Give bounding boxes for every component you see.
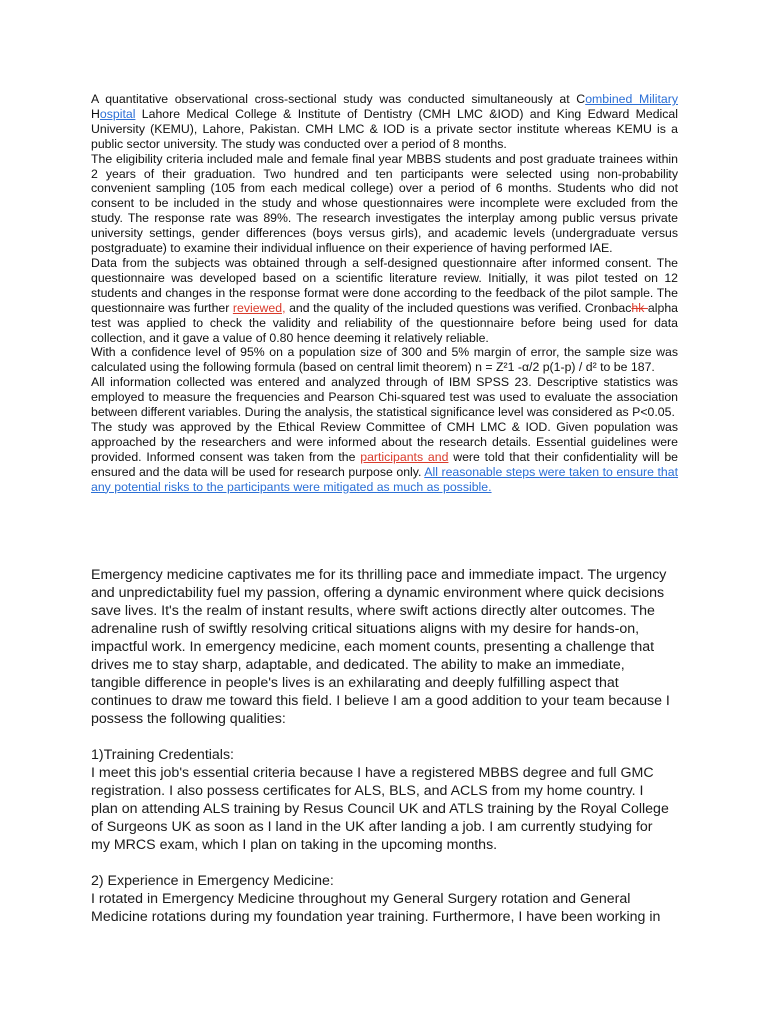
statement-body-1: I meet this job's essential criteria because I have a registered MBBS degree and full GMC registration. I also possess certificates for ALS, BLS, and ACLS from my home country. I plan on attending ALS training by Resus Council UK and ATLS training by the Royal College of Surgeons UK as soon as I land in the UK after landing a job. I am currently studying for my MRCS exam, which I plan on taking in the upcoming months.: [91, 765, 669, 853]
methods-paragraph-1: [91, 92, 678, 152]
personal-statement-section: [91, 566, 671, 926]
statement-heading-1: 1)Training Credentials:: [91, 747, 234, 763]
text-run: alpha test was applied to check the validity and reliability of the questionnaire before being used for data collection, and it gave a value of 0.80 hence deeming it relatively reliable.: [91, 300, 679, 345]
tracked-insertion: ombined M: [585, 92, 650, 106]
text-run: were told that their confidentiality will be ensured and the data will be used for research purpose only.: [91, 449, 678, 479]
tracked-deletion: hk: [631, 300, 648, 315]
text-run: Data from the subjects was obtained through a self-designed questionnaire after informed consent. The questionnaire was developed based on a scientific literature review. Initially, it was pilot tested on 12 students and changes in the response format were done according to the feedback of the pilot sample. The questionnaire was further: [91, 255, 678, 315]
tracked-insertion: participants and: [360, 449, 449, 464]
statement-heading-2: 2) Experience in Emergency Medicine:: [91, 873, 334, 889]
text-run: and the quality of the included questions was verified. Cronbac: [285, 300, 632, 315]
methods-paragraph-6: [91, 420, 678, 495]
statement-intro: Emergency medicine captivates me for its thrilling pace and immediate impact. The urgency and unpredictability fuel my passion, offering a dynamic environment where quick decisions save lives. It's the realm of instant results, where swift actions directly alter outcomes. The adrenaline rush of swiftly resolving critical situations aligns with my desire for hands-on, impactful work. In emergency medicine, each moment counts, presenting a challenge that drives me to stay sharp, adaptable, and dedicated. The ability to make an immediate, tangible difference in people's lives is an exhilarating and deeply fulfilling aspect that continues to draw me toward this field. I believe I am a good addition to your team because I possess the following qualities:: [91, 567, 670, 727]
methods-paragraph-4: With a confidence level of 95% on a population size of 300 and 5% margin of error, the sample size was calculated using the following formula (based on central limit theorem) n = Z²1 -α/2 p(1-p) / d² to be 187.: [91, 345, 678, 375]
tracked-insertion: ilitary: [649, 92, 678, 106]
tracked-insertion: reviewed,: [232, 300, 286, 315]
paragraph-gap: [91, 728, 671, 746]
statement-body-2: I rotated in Emergency Medicine throughout my General Surgery rotation and General Medicine rotations during my foundation year training. Furthermore, I have been working in: [91, 891, 661, 925]
tracked-insertion: ospital: [99, 106, 136, 121]
methods-paragraph-2: The eligibility criteria included male and female final year MBBS students and post graduate trainees within 2 years of their graduation. Two hundred and ten participants were selected using non-probability convenient sampling (105 from each medical college) over a period of 6 months. Students who did not consent to be included in the study and whose questionnaires were incomplete were excluded from the study. The response rate was 89%. The research investigates the interplay among public versus private university settings, gender differences (boys versus girls), and academic levels (undergraduate versus postgraduate) to examine their individual influence on their experience of having performed IAE.: [91, 151, 678, 256]
text-run: Lahore Medical College & Institute of Dentistry (CMH LMC &IOD) and King Edward Medical University (KEMU), Lahore, Pakistan. CMH LMC & IOD is a private sector institute whereas KEMU is a public sector university. The study was conducted over a period of 8 months.: [91, 106, 678, 151]
methods-paragraph-5: All information collected was entered and analyzed through of IBM SPSS 23. Descriptive statistics was employed to measure the frequencies and Pearson Chi-squared test was used to evaluate the association between different variables. During the analysis, the statistical significance level was considered as P<0.05.: [91, 375, 678, 420]
text-run: The study was approved by the Ethical Review Committee of CMH LMC & IOD. Given population was approached by the researchers and were informed about the research details. Essential guidelines were provided. Informed consent was taken from the: [91, 419, 678, 464]
tracked-insertion: All reasonable steps were taken to ensure that any potential risks to the participants were mitigated as much as possible.: [91, 464, 679, 494]
paragraph-gap: [91, 854, 671, 872]
methods-paragraph-3: [91, 256, 678, 345]
text-run: H: [91, 106, 100, 121]
text-run: A quantitative observational cross-sectional study was conducted simultaneously at C: [91, 92, 586, 106]
methods-section: [91, 92, 678, 494]
